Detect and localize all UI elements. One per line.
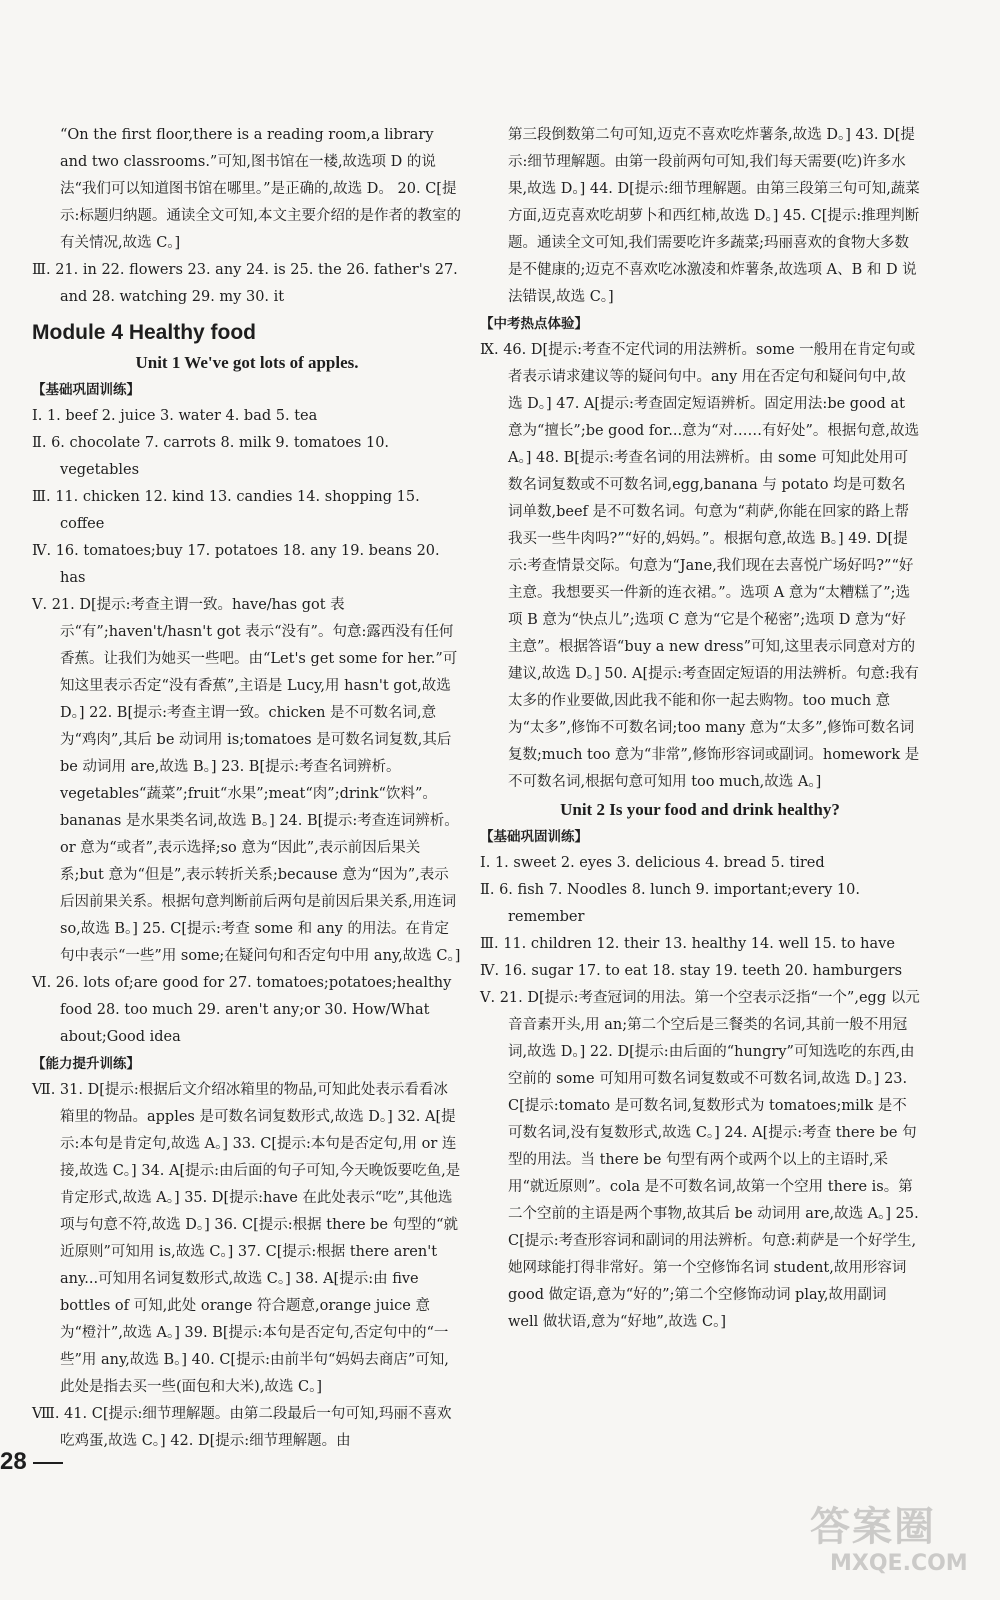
module-title: Module 4 Healthy food bbox=[32, 321, 257, 344]
section-ability-heading: 【能力提升训练】 bbox=[32, 1056, 140, 1072]
answer-line-vi: Ⅵ. 26. lots of;are good for 27. tomatoes;potatoes;healthy food 28. too much 29. aren't any;or 30. How/What about;Good idea bbox=[32, 975, 452, 1045]
section-basic-heading-2: 【基础巩固训练】 bbox=[480, 829, 588, 845]
u2-answer-line-ii: Ⅱ. 6. fish 7. Noodles 8. lunch 9. important;every 10. remember bbox=[480, 882, 860, 925]
watermark-url: MXQE.COM bbox=[830, 1551, 968, 1576]
answer-block-vii: Ⅶ. 31. D[提示:根据后文介绍冰箱里的物品,可知此处表示看看冰箱里的物品。apples 是可数名词复数形式,故选 D。] 32. A[提示:本句是肯定句,故选 A。] 33. C[提示:本句是否定句,用 or 连接,故选 C。] 34. A[提示:由后面的句子可知,今天晚饭要吃鱼,是肯定形式,故选 A。] 35. D[提示:have 在此处表示“吃”,其他选项与句意不符,故选 D。] 36. C[提示:根据 there be 句型的“就近原则”可知用 is,故选 C。] 37. C[提示:根据 there aren't any...可知用名词复数形式,故选 C。] 38. A[提示:由 five bottles of 可知,此处 orange 符合题意,orange juice 意为“橙汁”,故选 A。] 39. B[提示:本句是否定句,否定句中的“一些”用 any,故选 B。] 40. C[提示:由前半句“妈妈去商店”可知,此处是指去买一些(面包和大米),故选 C。] bbox=[32, 1082, 461, 1395]
unit-1-title: Unit 1 We've got lots of apples. bbox=[135, 353, 359, 372]
answer-line-iii: Ⅲ. 11. chicken 12. kind 13. candies 14. shopping 15. coffee bbox=[32, 489, 420, 532]
unit-2-title: Unit 2 Is your food and drink healthy? bbox=[560, 800, 840, 819]
u2-answer-block-v: Ⅴ. 21. D[提示:考查冠词的用法。第一个空表示泛指“一个”,egg 以元音音素开头,用 an;第二个空后是三餐类的名词,其前一般不用冠词,故选 D。] 22. D[提示:由后面的“hungry”可知选吃的东西,由空前的 some 可知用可数名词复数或不可数名词,故选 D。] 23. C[提示:tomato 是可数名词,复数形式为 tomatoes;milk 是不可数名词,没有复数形式,故选 C。] 24. A[提示:考查 there be 句型的用法。当 there be 句型有两个或两个以上的主语时,采用“就近原则”。cola 是不可数名词,故第一个空用 there is。第二个空前的主语是两个事物,故其后 be 动词用 are,故选 A。] 25. C[提示:考查形容词和副词的用法辨析。句意:莉萨是一个好学生,她网球能打得非常好。第一个空修饰名词 student,故用形容词 good 做定语,意为“好的”;第二个空修饰动词 play,故用副词 well 做状语,意为“好地”,故选 C。] bbox=[480, 990, 920, 1330]
section-basic-heading: 【基础巩固训练】 bbox=[32, 382, 140, 398]
left-column bbox=[32, 122, 462, 1455]
watermark-text: 答案圈 bbox=[810, 1504, 936, 1550]
continued-answer-right: 第三段倒数第二句可知,迈克不喜欢吃炸薯条,故选 D。] 43. D[提示:细节理解题。由第一段前两句可知,我们每天需要(吃)许多水果,故选 D。] 44. D[提示:细节理解题。由第三段第三句可知,蔬菜方面,迈克喜欢吃胡萝卜和西红柿,故选 D。] 45. C[提示:推理判断题。通读全文可知,我们需要吃许多蔬菜;玛丽喜欢的食物大多数是不健康的;迈克不喜欢吃冰激凌和炸薯条,故选项 A、B 和 D 说法错误,故选 C。] bbox=[508, 127, 920, 305]
page-number-text: 28 bbox=[0, 1448, 27, 1475]
u2-answer-line-iv: Ⅳ. 16. sugar 17. to eat 18. stay 19. teeth 20. hamburgers bbox=[480, 963, 903, 979]
page-number bbox=[0, 1448, 63, 1476]
right-column bbox=[480, 122, 920, 1336]
u2-answer-line-iii: Ⅲ. 11. children 12. their 13. healthy 14. well 15. to have bbox=[480, 936, 895, 952]
section-hot-heading: 【中考热点体验】 bbox=[480, 316, 588, 332]
watermark-logo bbox=[810, 1495, 980, 1590]
answer-block-viii: Ⅷ. 41. C[提示:细节理解题。由第二段最后一句可知,玛丽不喜欢吃鸡蛋,故选 C。] 42. D[提示:细节理解题。由 bbox=[32, 1406, 452, 1449]
answer-line-iv: Ⅳ. 16. tomatoes;buy 17. potatoes 18. any 19. beans 20. has bbox=[32, 543, 440, 586]
answer-line-ii: Ⅱ. 6. chocolate 7. carrots 8. milk 9. tomatoes 10. vegetables bbox=[32, 435, 390, 478]
continued-answer: “On the first floor,there is a reading room,a library and two classrooms.”可知,图书馆在一楼,故选项 D 的说法“我们可以知道图书馆在哪里。”是正确的,故选 D。 20. C[提示:标题归纳题。通读全文可知,本文主要介绍的是作者的教室的有关情况,故选 C。] bbox=[60, 127, 461, 251]
answer-line-i: Ⅰ. 1. beef 2. juice 3. water 4. bad 5. tea bbox=[32, 408, 318, 424]
section-iii-answers: Ⅲ. 21. in 22. flowers 23. any 24. is 25. the 26. father's 27. and 28. watching 29. my 30. it bbox=[32, 262, 458, 305]
answer-block-ix: Ⅸ. 46. D[提示:考查不定代词的用法辨析。some 一般用在肯定句或者表示请求建议等的疑问句中。any 用在否定句和疑问句中,故选 D。] 47. A[提示:考查固定短语辨析。固定用法:be good at 意为“擅长”;be good for...意为“对……有好处”。根据句意,故选 A。] 48. B[提示:考查名词的用法辨析。由 some 可知此处用可数名词复数或不可数名词,egg,banana 与 potato 均是可数名词单数,beef 是不可数名词。句意为“莉萨,你能在回家的路上帮我买一些牛肉吗?”“好的,妈妈。”。根据句意,故选 B。] 49. D[提示:考查情景交际。句意为“Jane,我们现在去喜悦广场好吗?”“好主意。我想要买一件新的连衣裙。”。选项 A 意为“太糟糕了”;选项 B 意为“快点儿”;选项 C 意为“它是个秘密”;选项 D 意为“好主意”。根据答语“buy a new dress”可知,这里表示同意对方的建议,故选 D。] 50. A[提示:考查固定短语的用法辨析。句意:我有太多的作业要做,因此我不能和你一起去购物。too much 意为“太多”,修饰不可数名词;too many 意为“太多”,修饰可数名词复数;much too 意为“非常”,修饰形容词或副词。homework 是不可数名词,根据句意可知用 too much,故选 A。] bbox=[480, 342, 920, 790]
page-number-dash bbox=[33, 1462, 63, 1464]
u2-answer-line-i: Ⅰ. 1. sweet 2. eyes 3. delicious 4. bread 5. tired bbox=[480, 855, 825, 871]
answer-block-v: Ⅴ. 21. D[提示:考查主谓一致。have/has got 表示“有”;haven't/hasn't got 表示“没有”。句意:露西没有任何香蕉。让我们为她买一些吧。由“Let's get some for her.”可知这里表示否定“没有香蕉”,主语是 Lucy,用 hasn't got,故选 D。] 22. B[提示:考查主谓一致。chicken 是不可数名词,意为“鸡肉”,其后 be 动词用 is;tomatoes 是可数名词复数,其后 be 动词用 are,故选 B。] 23. B[提示:考查名词辨析。vegetables“蔬菜”;fruit“水果”;meat“肉”;drink“饮料”。bananas 是水果类名词,故选 B。] 24. B[提示:考查连词辨析。or 意为“或者”,表示选择;so 意为“因此”,表示前因后果关系;but 意为“但是”,表示转折关系;because 意为“因为”,表示后因前果关系。根据句意判断前后两句是前因后果关系,用连词 so,故选 B。] 25. C[提示:考查 some 和 any 的用法。在肯定句中表示“一些”用 some;在疑问句和否定句中用 any,故选 C。] bbox=[32, 597, 461, 964]
